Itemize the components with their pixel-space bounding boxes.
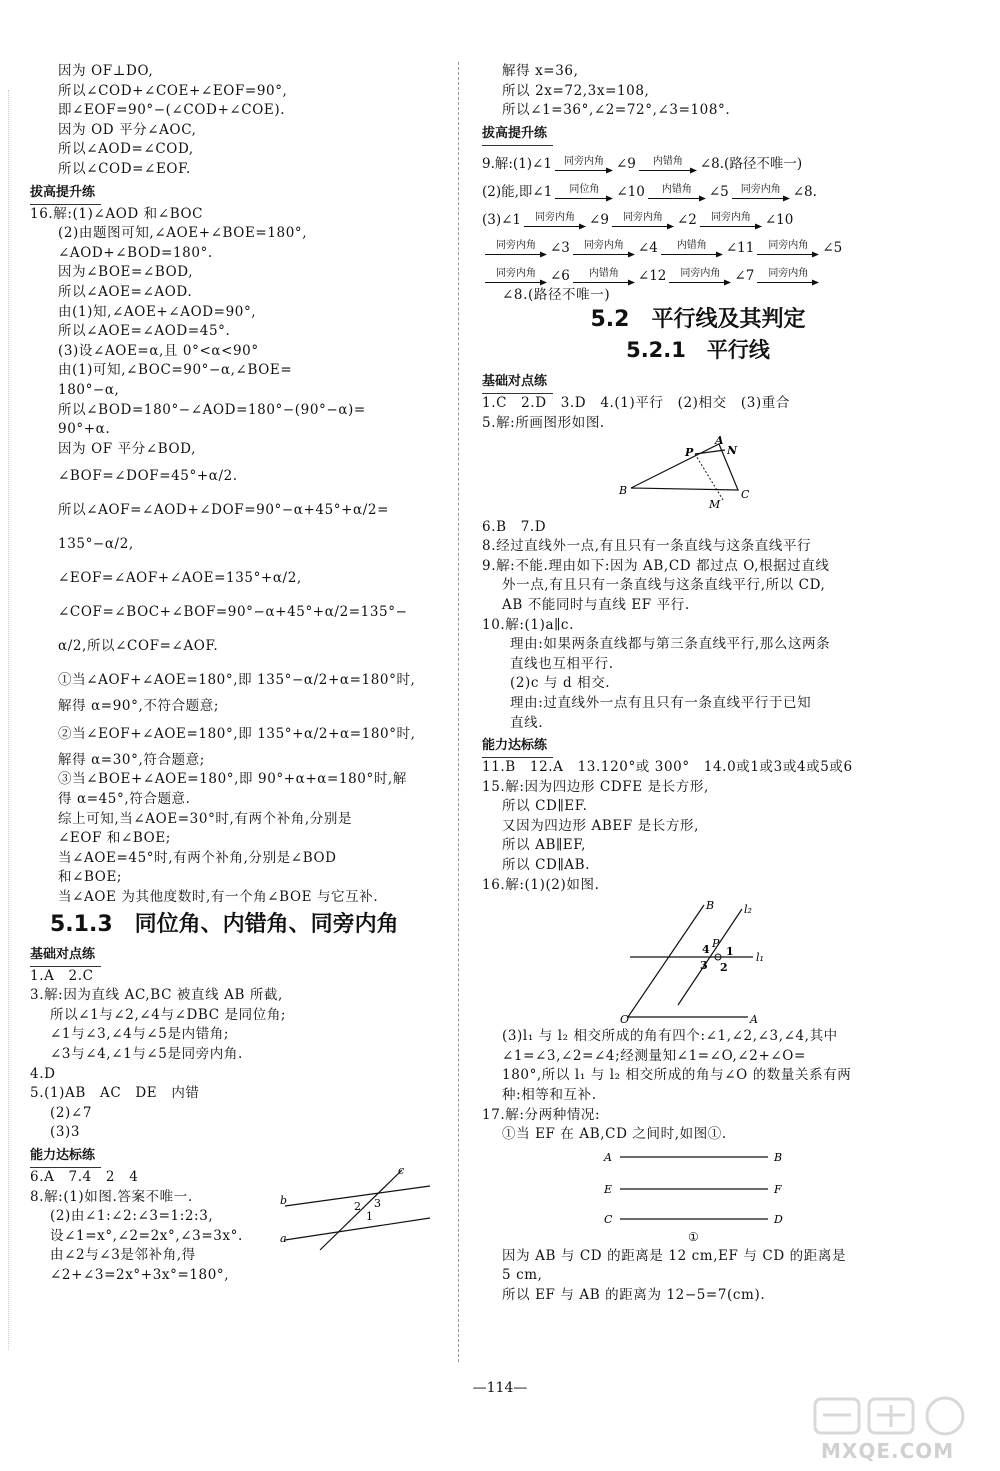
arrow-icon — [573, 251, 635, 258]
chain-prefix: 9.解:(1)∠1 — [482, 155, 552, 172]
chain-arrow — [524, 212, 586, 230]
text-line: 因为∠BOE=∠BOD, — [58, 264, 194, 281]
label-b: b — [280, 1193, 288, 1207]
text-line: 由(1)可知,∠BOC=90°−α,∠BOE= — [58, 362, 293, 379]
chain-arrow — [757, 268, 819, 286]
chain-prefix: (3)∠1 — [482, 211, 522, 228]
text-line: 所以 EF 与 AB 的距离为 12−5=7(cm). — [502, 1287, 766, 1303]
arrow-icon — [639, 167, 697, 174]
left-column — [30, 62, 442, 1286]
label-B: B — [706, 899, 715, 913]
label-E: E — [604, 1182, 613, 1196]
text-line: 所以∠AOE=∠AOD=45°. — [58, 323, 231, 340]
chain-node: ∠10 — [764, 211, 794, 228]
arrow-label: 内错角 — [661, 183, 692, 195]
section-heading-nengli: 能力达标练 — [30, 1145, 101, 1168]
chain-node: ∠7 — [734, 267, 755, 284]
arrow-icon — [757, 251, 819, 258]
arrow-label: 同旁内角 — [740, 183, 781, 195]
text-line: ∠8.(路径不唯一) — [502, 286, 611, 303]
text-line: 17.解:分两种情况: — [482, 1106, 601, 1123]
q9-chain-2 — [482, 174, 914, 202]
text-line: (3)3 — [50, 1124, 81, 1141]
chain-node: ∠6 — [550, 267, 570, 284]
text-line: 种:相等和互补. — [502, 1087, 597, 1104]
chain-node: ∠5 — [822, 239, 843, 256]
watermark — [811, 1395, 976, 1465]
label-l2: l₂ — [744, 903, 752, 917]
arrow-label: 同旁内角 — [496, 239, 536, 251]
page-edge-line — [8, 90, 9, 1350]
text-line: (2)由∠1:∠2:∠3=1:2:3, — [50, 1208, 214, 1225]
text-line: 所以 CD∥EF. — [502, 798, 588, 815]
q6-8-block — [482, 518, 914, 734]
text-line: 所以 2x=72,3x=108, — [502, 82, 650, 99]
text-line: 所以∠COD+∠COE+∠EOF=90°, — [58, 82, 288, 99]
formula-line: ∠EOF=∠AOF+∠AOE=135°+α/2, — [58, 570, 302, 587]
formula-line: ∠COF=∠BOC+∠BOF=90°−α+45°+α/2=135°− — [58, 604, 408, 621]
text-line: 180°−α, — [58, 381, 120, 398]
text-line: 所以∠AOD=∠COD, — [58, 141, 194, 158]
text-line: 16.解:(1)(2)如图. — [482, 876, 600, 893]
text-line: 得 α=45°,符合题意. — [58, 791, 191, 808]
text-line: (2)c 与 d 相交. — [510, 675, 611, 692]
figure-q16 — [618, 897, 778, 1025]
arrow-icon — [485, 279, 547, 286]
label-2: 2 — [720, 961, 728, 975]
text-line: ③当∠BOE+∠AOE=180°,即 90°+α+α=180°时,解 — [58, 771, 407, 788]
label-D: D — [774, 1212, 783, 1226]
section-heading-nengli: 能力达标练 — [482, 735, 553, 758]
text-line: 所以∠1=36°,∠2=72°,∠3=108°. — [502, 102, 731, 119]
arrow-icon — [757, 279, 819, 286]
chain-arrow — [757, 240, 819, 258]
text-line: ∠2+∠3=2x°+3x°=180°, — [50, 1266, 230, 1283]
text-line: ∠EOF 和∠BOE; — [58, 830, 171, 847]
arrow-icon — [612, 223, 674, 230]
page-number: —114— — [472, 1380, 528, 1396]
chain-arrow — [661, 240, 723, 258]
chain-arrow — [612, 212, 674, 230]
label-A: A — [715, 435, 724, 447]
chain-node: ∠9 — [589, 211, 609, 228]
chain-arrow — [555, 184, 613, 202]
heading-5-1-3: 5.1.3 同位角、内错角、同旁内角 — [50, 911, 399, 937]
text-line: 解得 α=30°,符合题意; — [58, 751, 205, 768]
text-line: ①当 EF 在 AB,CD 之间时,如图①. — [502, 1126, 727, 1143]
text-line: 所以∠COD=∠EOF. — [58, 160, 191, 177]
arrow-icon — [573, 279, 635, 286]
text-line: 3.解:因为直线 AC,BC 被直线 AB 所截, — [30, 987, 283, 1004]
chain-arrow — [485, 268, 547, 286]
text-line: 综上可知,当∠AOE=30°时,有两个补角,分别是 — [58, 810, 353, 827]
q17-answer-block — [482, 1247, 914, 1306]
label-a: a — [280, 1231, 287, 1245]
chain-node: ∠10 — [616, 183, 645, 200]
q513-block — [30, 967, 442, 1143]
chain-arrow — [648, 184, 706, 202]
text-line: ∠1与∠3,∠4与∠5是内错角; — [50, 1026, 230, 1043]
arrow-label: 同旁内角 — [710, 211, 751, 223]
text-line: (3)l₁ 与 l₂ 相交所成的角有四个:∠1,∠2,∠3,∠4,其中 — [502, 1028, 838, 1045]
column-separator — [458, 62, 459, 1362]
text-line: 理由:过直线外一点有且只有一条直线平行于已知 — [510, 694, 812, 711]
chain-node: ∠4 — [637, 239, 658, 256]
q9-chain-4 — [482, 230, 914, 258]
label-M: M — [709, 497, 721, 511]
text-line: 10.解:(1)a∥c. — [482, 616, 574, 633]
text-line: 6.B 7.D — [482, 518, 547, 535]
arrow-icon — [700, 223, 762, 230]
label-P: P — [712, 937, 720, 951]
text-line: 和∠BOE; — [58, 869, 123, 886]
q6-block — [30, 1163, 442, 1286]
section-heading-tigao: 拔高提升练 — [30, 182, 101, 205]
chain-node: ∠8. — [792, 183, 817, 200]
text-line: AB 不能同时与直线 EF 平行. — [502, 596, 690, 613]
text-line: 由(1)知,∠AOE+∠AOD=90°, — [58, 303, 257, 320]
arrow-label: 同旁内角 — [563, 155, 604, 167]
formula-line: 所以∠AOF=∠AOD+∠DOF=90°−α+45°+α/2= — [58, 502, 390, 519]
arrow-label: 同旁内角 — [768, 239, 809, 251]
chain-node: ∠11 — [725, 239, 755, 256]
text-line: ∠1=∠3,∠2=∠4;经测量知∠1=∠O,∠2+∠O= — [502, 1047, 806, 1064]
chain-node: ∠3 — [550, 239, 570, 256]
text-line: 90°+α. — [58, 421, 111, 438]
arrow-label: 内错角 — [676, 239, 707, 251]
chain-arrow — [573, 268, 635, 286]
text-line: 由∠2与∠3是邻补角,得 — [50, 1247, 196, 1264]
chain-prefix: (2)能,即∠1 — [482, 183, 553, 200]
formula-block — [30, 459, 442, 697]
text-line: 当∠AOE 为其他度数时,有一个角∠BOE 与它互补. — [58, 889, 379, 906]
left-top-block — [30, 62, 442, 180]
formula-line: ∠BOF=∠DOF=45°+α/2. — [58, 468, 238, 485]
text-line: 直线. — [510, 714, 544, 731]
text-line: 当∠AOE=45°时,有两个补角,分别是∠BOD — [58, 849, 337, 866]
chain-node: ∠9 — [615, 155, 636, 172]
text-line: 1.C 2.D 3.D 4.(1)平行 (2)相交 (3)重合 — [482, 395, 790, 412]
figure-q5 — [613, 436, 783, 516]
label-3: 3 — [700, 959, 708, 973]
arrow-label: 同旁内角 — [622, 211, 663, 223]
text-line: 解得 x=36, — [502, 63, 579, 79]
text-line: 直线也互相平行. — [510, 655, 614, 672]
text-line: 8.经过直线外一点,有且只有一条直线与这条直线平行 — [482, 538, 812, 555]
text-line: 即∠EOF=90°−(∠COD+∠COE). — [58, 102, 286, 119]
text-line: 又因为四边形 ABEF 是长方形, — [502, 817, 699, 834]
watermark-url: MXQE.COM — [821, 1439, 955, 1463]
chain-node: ∠12 — [637, 267, 667, 284]
text-line: 所以∠BOD=180°−∠AOD=180°−(90°−α)= — [58, 401, 366, 418]
arrow-label: 同旁内角 — [496, 267, 536, 279]
label-B: B — [774, 1150, 783, 1164]
text-line: 5.解:所画图形如图. — [482, 414, 605, 431]
text-line: 因为 OF 平分∠BOD, — [58, 440, 197, 457]
label-l1: l₁ — [756, 951, 764, 965]
heading-5-2: 5.2 平行线及其判定 — [590, 307, 806, 333]
label-F: F — [774, 1182, 782, 1196]
arrow-label: 同旁内角 — [768, 267, 809, 279]
label-A: A — [750, 1013, 758, 1026]
text-line: 因为 AB 与 CD 的距离是 12 cm,EF 与 CD 的距离是 — [502, 1247, 847, 1264]
heading-5-2-1: 5.2.1 平行线 — [626, 338, 770, 363]
chain-arrow — [669, 268, 731, 286]
text-line: 5 cm, — [502, 1267, 543, 1284]
arrow-label: 同旁内角 — [535, 211, 576, 223]
text-line: 因为 OF⊥DO, — [58, 63, 154, 79]
chain-arrow — [700, 212, 762, 230]
text-line: 因为 OD 平分∠AOC, — [58, 121, 197, 138]
q9-chain-1 — [482, 146, 914, 174]
text-line: ∠AOD+∠BOD=180°. — [58, 244, 213, 261]
text-line: 5.(1)AB AC DE 内错 — [30, 1085, 200, 1102]
formula-line: ①当∠AOF+∠AOE=180°,即 135°−α/2+α=180°时, — [58, 672, 416, 689]
figure-caption: ① — [688, 1229, 699, 1244]
right-column — [482, 62, 914, 1306]
label-1: 1 — [726, 945, 734, 959]
label-1: 1 — [366, 1209, 373, 1223]
text-line: 4.D — [30, 1065, 56, 1082]
arrow-label: 内错角 — [588, 267, 619, 279]
arrow-icon — [524, 223, 586, 230]
section-heading-jichu: 基础对点练 — [482, 371, 553, 394]
label-C: C — [604, 1212, 613, 1226]
text-line: (3)设∠AOE=α,且 0°<α<90° — [58, 342, 259, 359]
chain-node: ∠8.(路径不唯一) — [699, 155, 803, 172]
arrow-icon — [485, 251, 547, 258]
text-line: 180°,所以 l₁ 与 l₂ 相交所成的角与∠O 的数量关系有两 — [502, 1067, 852, 1084]
label-P: P — [685, 445, 694, 459]
formula-line: ②当∠EOF+∠AOE=180°,即 135°+α/2+α=180°时, — [58, 725, 416, 742]
label-C: C — [741, 487, 750, 501]
q9-chain-3 — [482, 202, 914, 230]
text-line: 11.B 12.A 13.120°或 300° 14.0或1或3或4或5或6 — [482, 759, 853, 776]
right-top-block — [482, 62, 914, 121]
label-B: B — [619, 483, 628, 497]
text-line: 设∠1=x°,∠2=2x°,∠3=3x°. — [50, 1227, 243, 1244]
section-heading-jichu: 基础对点练 — [30, 944, 101, 967]
text-line: 外一点,有且只有一条直线与这条直线平行,所以 CD, — [502, 577, 826, 594]
text-line: (2)∠7 — [50, 1104, 93, 1121]
watermark-logo-icon — [811, 1395, 976, 1439]
case-block — [30, 697, 442, 907]
text-line: 理由:如果两条直线都与第三条直线平行,那么这两条 — [510, 636, 831, 653]
text-line: 解得 α=90°,不符合题意; — [58, 698, 219, 715]
label-c: c — [398, 1163, 405, 1177]
q11-block — [482, 758, 914, 895]
chain-node: ∠5 — [708, 183, 729, 200]
section-heading-tigao: 拔高提升练 — [482, 123, 553, 146]
arrow-icon — [732, 195, 790, 202]
q16-answer-block — [482, 1027, 914, 1145]
chain-arrow — [732, 184, 790, 202]
arrow-label: 同旁内角 — [680, 267, 721, 279]
text-line: ∠3与∠4,∠1与∠5是同旁内角. — [50, 1046, 243, 1062]
text-line: 所以 CD∥AB. — [502, 857, 591, 874]
arrow-icon — [661, 251, 723, 258]
chain-arrow — [573, 240, 635, 258]
q9-chain-5 — [482, 258, 914, 286]
label-2: 2 — [354, 1199, 361, 1213]
chain-arrow — [555, 156, 613, 174]
arrow-icon — [669, 279, 731, 286]
text-line: 1.A 2.C — [30, 967, 94, 984]
arrow-icon — [555, 167, 613, 174]
label-4: 4 — [702, 943, 710, 957]
label-O: O — [620, 1013, 630, 1026]
chain-arrow — [485, 240, 547, 258]
chain-arrow — [639, 156, 697, 174]
text-line: 8.解:(1)如图.答案不唯一. — [30, 1188, 193, 1205]
text-line: 9.解:不能.理由如下:因为 AB,CD 都过点 O,根据过直线 — [482, 557, 830, 574]
text-line: 所以 AB∥EF, — [502, 837, 587, 854]
label-A: A — [604, 1150, 612, 1164]
figure-q17 — [598, 1147, 798, 1245]
arrow-label: 内错角 — [652, 155, 683, 167]
text-line: 所以∠1与∠2,∠4与∠DBC 是同位角; — [50, 1006, 287, 1023]
formula-line: α/2,所以∠COF=∠AOF. — [58, 638, 219, 655]
q16-block — [30, 205, 442, 460]
text-line: 16.解:(1)∠AOD 和∠BOC — [30, 205, 204, 222]
figure-q8 — [280, 1162, 440, 1252]
arrow-icon — [648, 195, 706, 202]
arrow-label: 同旁内角 — [583, 239, 624, 251]
q9-block — [482, 146, 914, 306]
arrow-icon — [555, 195, 613, 202]
text-line: 15.解:因为四边形 CDFE 是长方形, — [482, 778, 709, 795]
text-line: (2)由题图可知,∠AOE+∠BOE=180°, — [58, 225, 308, 242]
label-3: 3 — [374, 1196, 381, 1210]
label-N: N — [727, 443, 738, 457]
formula-line: 135°−α/2, — [58, 536, 134, 553]
text-line: 6.A 7.4 2 4 — [30, 1168, 139, 1185]
arrow-label: 同位角 — [569, 183, 600, 195]
chain-node: ∠2 — [676, 211, 697, 228]
text-line: 所以∠AOE=∠AOD. — [58, 283, 193, 300]
